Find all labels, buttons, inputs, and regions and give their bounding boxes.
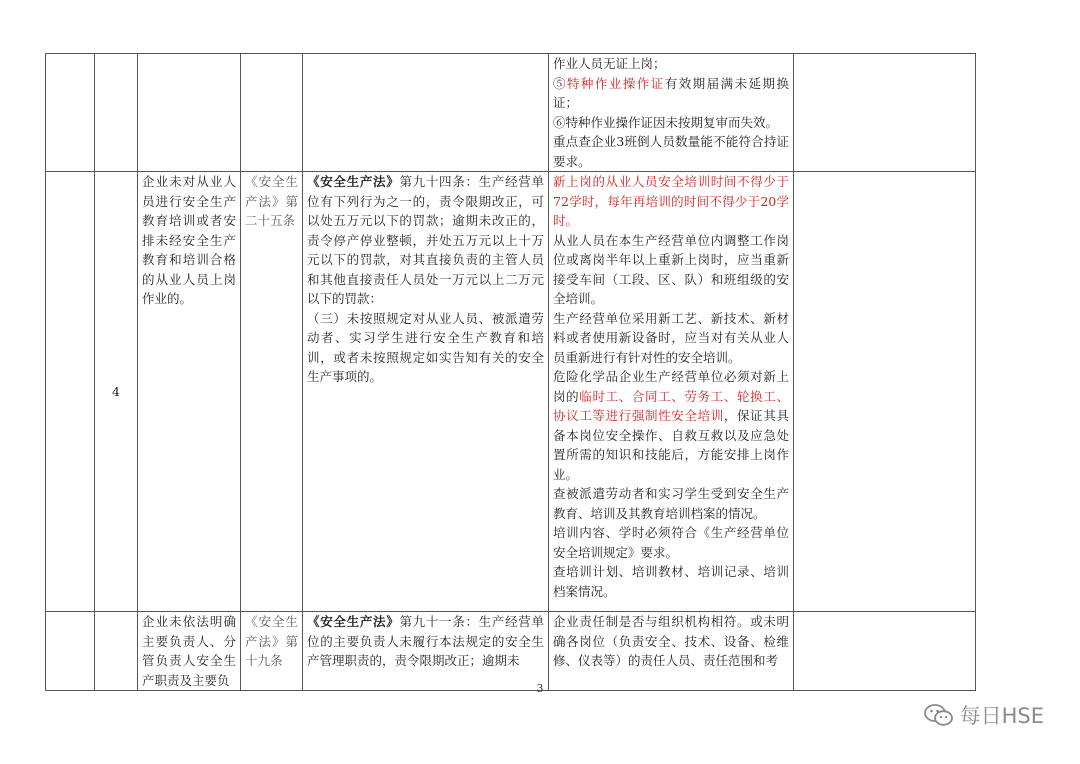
text-run: 企业责任制是否与组织机构相符。或未明确各岗位（负责安全、技术、设备、检维修、仪表等）的责任人员、责任范围和考 bbox=[553, 614, 789, 668]
paragraph bbox=[553, 309, 789, 368]
text-run: ⑤ bbox=[553, 75, 567, 91]
cell-violation bbox=[138, 612, 241, 691]
violation-text: 企业未对从业人员进行安全生产教育培训或者安排未经安全生产教育和培训合格的从业人员上岗作业的。 bbox=[142, 174, 236, 306]
paragraph bbox=[553, 612, 789, 671]
cell-blank bbox=[46, 172, 95, 612]
highlighted-text: 新上岗的从业人员安全培训时间不得少于72学时，每年再培训的时间不得少于20学时。 bbox=[553, 174, 789, 228]
paragraph bbox=[553, 54, 789, 74]
paragraph bbox=[553, 132, 789, 171]
paragraph bbox=[553, 523, 789, 562]
violation-text: 企业未依法明确主要负责人、分管负责人安全生产职责及主要负 bbox=[142, 614, 236, 688]
cell-basis bbox=[241, 54, 303, 172]
paragraph bbox=[553, 113, 789, 133]
text-run: 生产经营单位采用新工艺、新技术、新材料或者使用新设备时，应当对有关从业人员重新进行有针对性的安全培训。 bbox=[553, 310, 789, 365]
legal-basis-text: 《安全生产法》第二十五条 bbox=[245, 174, 298, 228]
text-run: 有效期届满未延期换证； bbox=[553, 75, 789, 110]
cell-violation bbox=[138, 54, 241, 172]
cell-blank bbox=[46, 54, 95, 172]
cell-violation bbox=[138, 172, 241, 612]
paragraph bbox=[553, 484, 789, 523]
cell-check-content bbox=[549, 612, 794, 691]
paragraph bbox=[307, 612, 544, 671]
text-run: 从业人员在本生产经营单位内调整工作岗位或离岗半年以上重新上岗时，应当重新接受车间（工段、区、队）和班组级的安全培训。 bbox=[553, 232, 789, 306]
cell-basis bbox=[241, 612, 303, 691]
cell-check-content bbox=[549, 54, 794, 172]
law-title: 《安全生产法》 bbox=[307, 614, 400, 629]
paragraph bbox=[307, 309, 544, 387]
text-run: 重点查企业3班倒人员数量能不能符合持证要求。 bbox=[553, 134, 789, 169]
paragraph bbox=[553, 74, 789, 113]
paragraph bbox=[553, 562, 789, 601]
text-run: 查培训计划、培训教材、培训记录、培训档案情况。 bbox=[553, 564, 789, 599]
highlighted-text: 临时工、合同工、劳务工、轮换工、协议工等进行强制性安全培训 bbox=[553, 388, 789, 423]
highlighted-text: 特种作业操作证 bbox=[566, 75, 665, 91]
text-run: ，保证其具备本岗位安全操作、自救互救以及应急处置所需的知识和技能后，方能安排上岗作业。 bbox=[553, 408, 789, 482]
cell-penalty bbox=[303, 612, 549, 691]
table-row-continued bbox=[46, 54, 976, 172]
cell-seq bbox=[95, 54, 138, 172]
cell-basis bbox=[241, 172, 303, 612]
paragraph bbox=[553, 367, 789, 484]
page-number: 3 bbox=[536, 682, 544, 695]
text-run: 第九十四条：生产经营单位有下列行为之一的，责令限期改正，可以处五万元以下的罚款；逾期未改正的，责令停产停业整顿，并处五万元以上十万元以下的罚款，对其直接负责的主管人员和其他直接责任人员处一万元以上二万元以下的罚款： bbox=[307, 174, 544, 306]
text-run: 危险化学品企业生产经营单位必须对新上岗的 bbox=[553, 369, 789, 404]
inspection-table bbox=[45, 53, 976, 691]
cell-seq bbox=[95, 172, 138, 612]
cell-penalty bbox=[303, 172, 549, 612]
sequence-number: 4 bbox=[112, 383, 120, 399]
cell-seq bbox=[95, 612, 138, 691]
law-title: 《安全生产法》 bbox=[307, 174, 400, 189]
text-run: 第九十一条：生产经营单位的主要负责人未履行本法规定的安全生产管理职责的，责令限期改正；逾期未 bbox=[307, 614, 544, 668]
table-row-responsibility bbox=[46, 612, 976, 691]
legal-basis-text: 《安全生产法》第十九条 bbox=[245, 614, 298, 668]
cell-blank bbox=[46, 612, 95, 691]
paragraph bbox=[307, 172, 544, 309]
text-run: （三）未按照规定对从业人员、被派遣劳动者、实习学生进行安全生产教育和培训，或者未按照规定如实告知有关的安全生产事项的。 bbox=[307, 310, 544, 384]
cell-check-content bbox=[549, 172, 794, 612]
cell-remarks bbox=[794, 54, 976, 172]
text-run: 培训内容、学时必须符合《生产经营单位安全培训规定》要求。 bbox=[553, 525, 789, 560]
paragraph bbox=[553, 172, 789, 231]
text-run: 作业人员无证上岗； bbox=[553, 56, 666, 71]
cell-remarks bbox=[794, 172, 976, 612]
cell-penalty bbox=[303, 54, 549, 172]
cell-remarks bbox=[794, 612, 976, 691]
wechat-icon bbox=[924, 703, 954, 727]
table-row-training bbox=[46, 172, 976, 612]
watermark-text: 每日HSE bbox=[959, 704, 1044, 728]
text-run: 查被派遣劳动者和实习学生受到安全生产教育、培训及其教育培训档案的情况。 bbox=[553, 486, 789, 521]
text-run: ⑥特种作业操作证因未按期复审而失效。 bbox=[553, 114, 779, 130]
watermark bbox=[924, 700, 1044, 730]
paragraph bbox=[553, 231, 789, 309]
